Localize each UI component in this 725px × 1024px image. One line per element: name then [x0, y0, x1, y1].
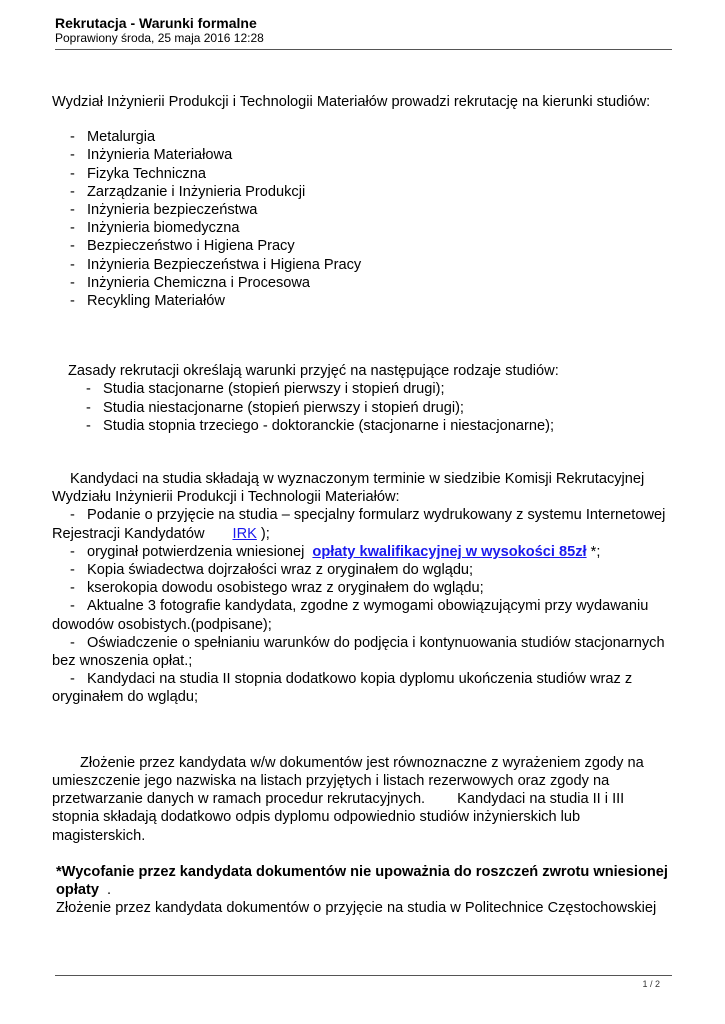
doc-item-foto-cont: dowodów osobistych.(podpisane); — [52, 616, 272, 633]
list-item: - Inżynieria Chemiczna i Procesowa — [70, 274, 311, 291]
doc-item-oswiadczenie: - Oświadczenie o spełnianiu warunków do podjęcia i kontynuowania studiów stacjonarnych — [70, 634, 665, 651]
consent-paragraph: Złożenie przez kandydata w/w dokumentów jest równoznaczne z wyrażeniem zgody na umieszczenie jego nazwiska na listach przyjętych i listach rezerwowych oraz zgody na przetwarzanie danych w ramach procedur rekrutacyjnych. Kandydaci na studia II i III stopnia składają dodatkowo odpis dyplomu odpowiednio studiów inżynierskich lub magisterskich. — [52, 754, 644, 844]
header-divider — [55, 49, 672, 50]
list-item: - Metalurgia — [70, 129, 156, 146]
doc-item-ii-stopnia: - Kandydaci na studia II stopnia dodatkowo kopia dyplomu ukończenia studiów wraz z — [70, 671, 633, 688]
doc-item-ksero: - kserokopia dowodu osobistego wraz z oryginałem do wglądu; — [70, 580, 484, 597]
list-item: - Bezpieczeństwo i Higiena Pracy — [70, 238, 295, 255]
page-number: 1 / 2 — [642, 979, 660, 989]
study-types-lead: Zasady rekrutacji określają warunki przyjęć na następujące rodzaje studiów: — [68, 363, 559, 380]
list-item: - Inżynieria Bezpieczeństwa i Higiena Pracy — [70, 256, 362, 273]
document-body — [52, 93, 677, 917]
list-item: - Studia niestacjonarne (stopień pierwszy i stopień drugi); — [86, 399, 464, 416]
study-types-list — [68, 380, 677, 435]
doc-item-podanie-cont: Rejestracji Kandydatów IRK ); — [52, 525, 270, 542]
documents-lead-line-1: Kandydaci na studia składają w wyznaczonym terminie w siedzibie Komisji Rekrutacyjnej — [70, 471, 645, 488]
list-item: - Inżynieria biomedyczna — [70, 220, 240, 237]
document-header — [55, 15, 264, 46]
page-title: Rekrutacja - Warunki formalne — [55, 15, 257, 31]
list-item: - Recykling Materiałów — [70, 293, 225, 310]
list-item: - Inżynieria bezpieczeństwa — [70, 202, 258, 219]
documents-section — [52, 470, 677, 707]
documents-lead-line-2: Wydziału Inżynierii Produkcji i Technologii Materiałów: — [52, 489, 400, 506]
withdrawal-note: *Wycofanie przez kandydata dokumentów nie upoważnia do roszczeń zwrotu wniesionej opłaty . — [56, 863, 668, 898]
doc-item-ii-stopnia-cont: oryginałem do wglądu; — [52, 689, 199, 706]
doc-item-podanie: - Podanie o przyjęcie na studia – specjalny formularz wydrukowany z systemu Internetowej — [70, 507, 666, 524]
modified-date: Poprawiony środa, 25 maja 2016 12:28 — [55, 31, 264, 45]
doc-item-kopia: - Kopia świadectwa dojrzałości wraz z oryginałem do wglądu; — [70, 562, 474, 579]
list-item: - Fizyka Techniczna — [70, 165, 206, 182]
list-item: - Inżynieria Materiałowa — [70, 147, 233, 164]
list-item: - Studia stacjonarne (stopień pierwszy i stopień drugi); — [86, 381, 445, 398]
faculty-list — [52, 128, 677, 310]
intro-paragraph: Wydział Inżynierii Produkcji i Technologii Materiałów prowadzi rekrutację na kierunki studiów: — [52, 94, 651, 110]
doc-item-oplata: - oryginał potwierdzenia wniesionej opłaty kwalifikacyjnej w wysokości 85zł *; — [70, 543, 601, 560]
irk-link[interactable]: IRK — [232, 525, 257, 542]
closing-paragraph: Złożenie przez kandydata dokumentów o przyjęcie na studia w Politechnice Częstochowskiej — [56, 900, 657, 917]
doc-item-oswiadczenie-cont: bez wnoszenia opłat.; — [52, 653, 193, 670]
list-item: - Zarządzanie i Inżynieria Produkcji — [70, 183, 306, 200]
list-item: - Studia stopnia trzeciego - doktoranckie (stacjonarne i niestacjonarne); — [86, 417, 555, 434]
footer-divider — [55, 975, 672, 976]
fee-link[interactable]: opłaty kwalifikacyjnej w wysokości 85zł — [312, 543, 587, 560]
study-types-section — [52, 362, 677, 435]
doc-item-foto: - Aktualne 3 fotografie kandydata, zgodne z wymogami obowiązującymi przy wydawaniu — [70, 598, 649, 615]
